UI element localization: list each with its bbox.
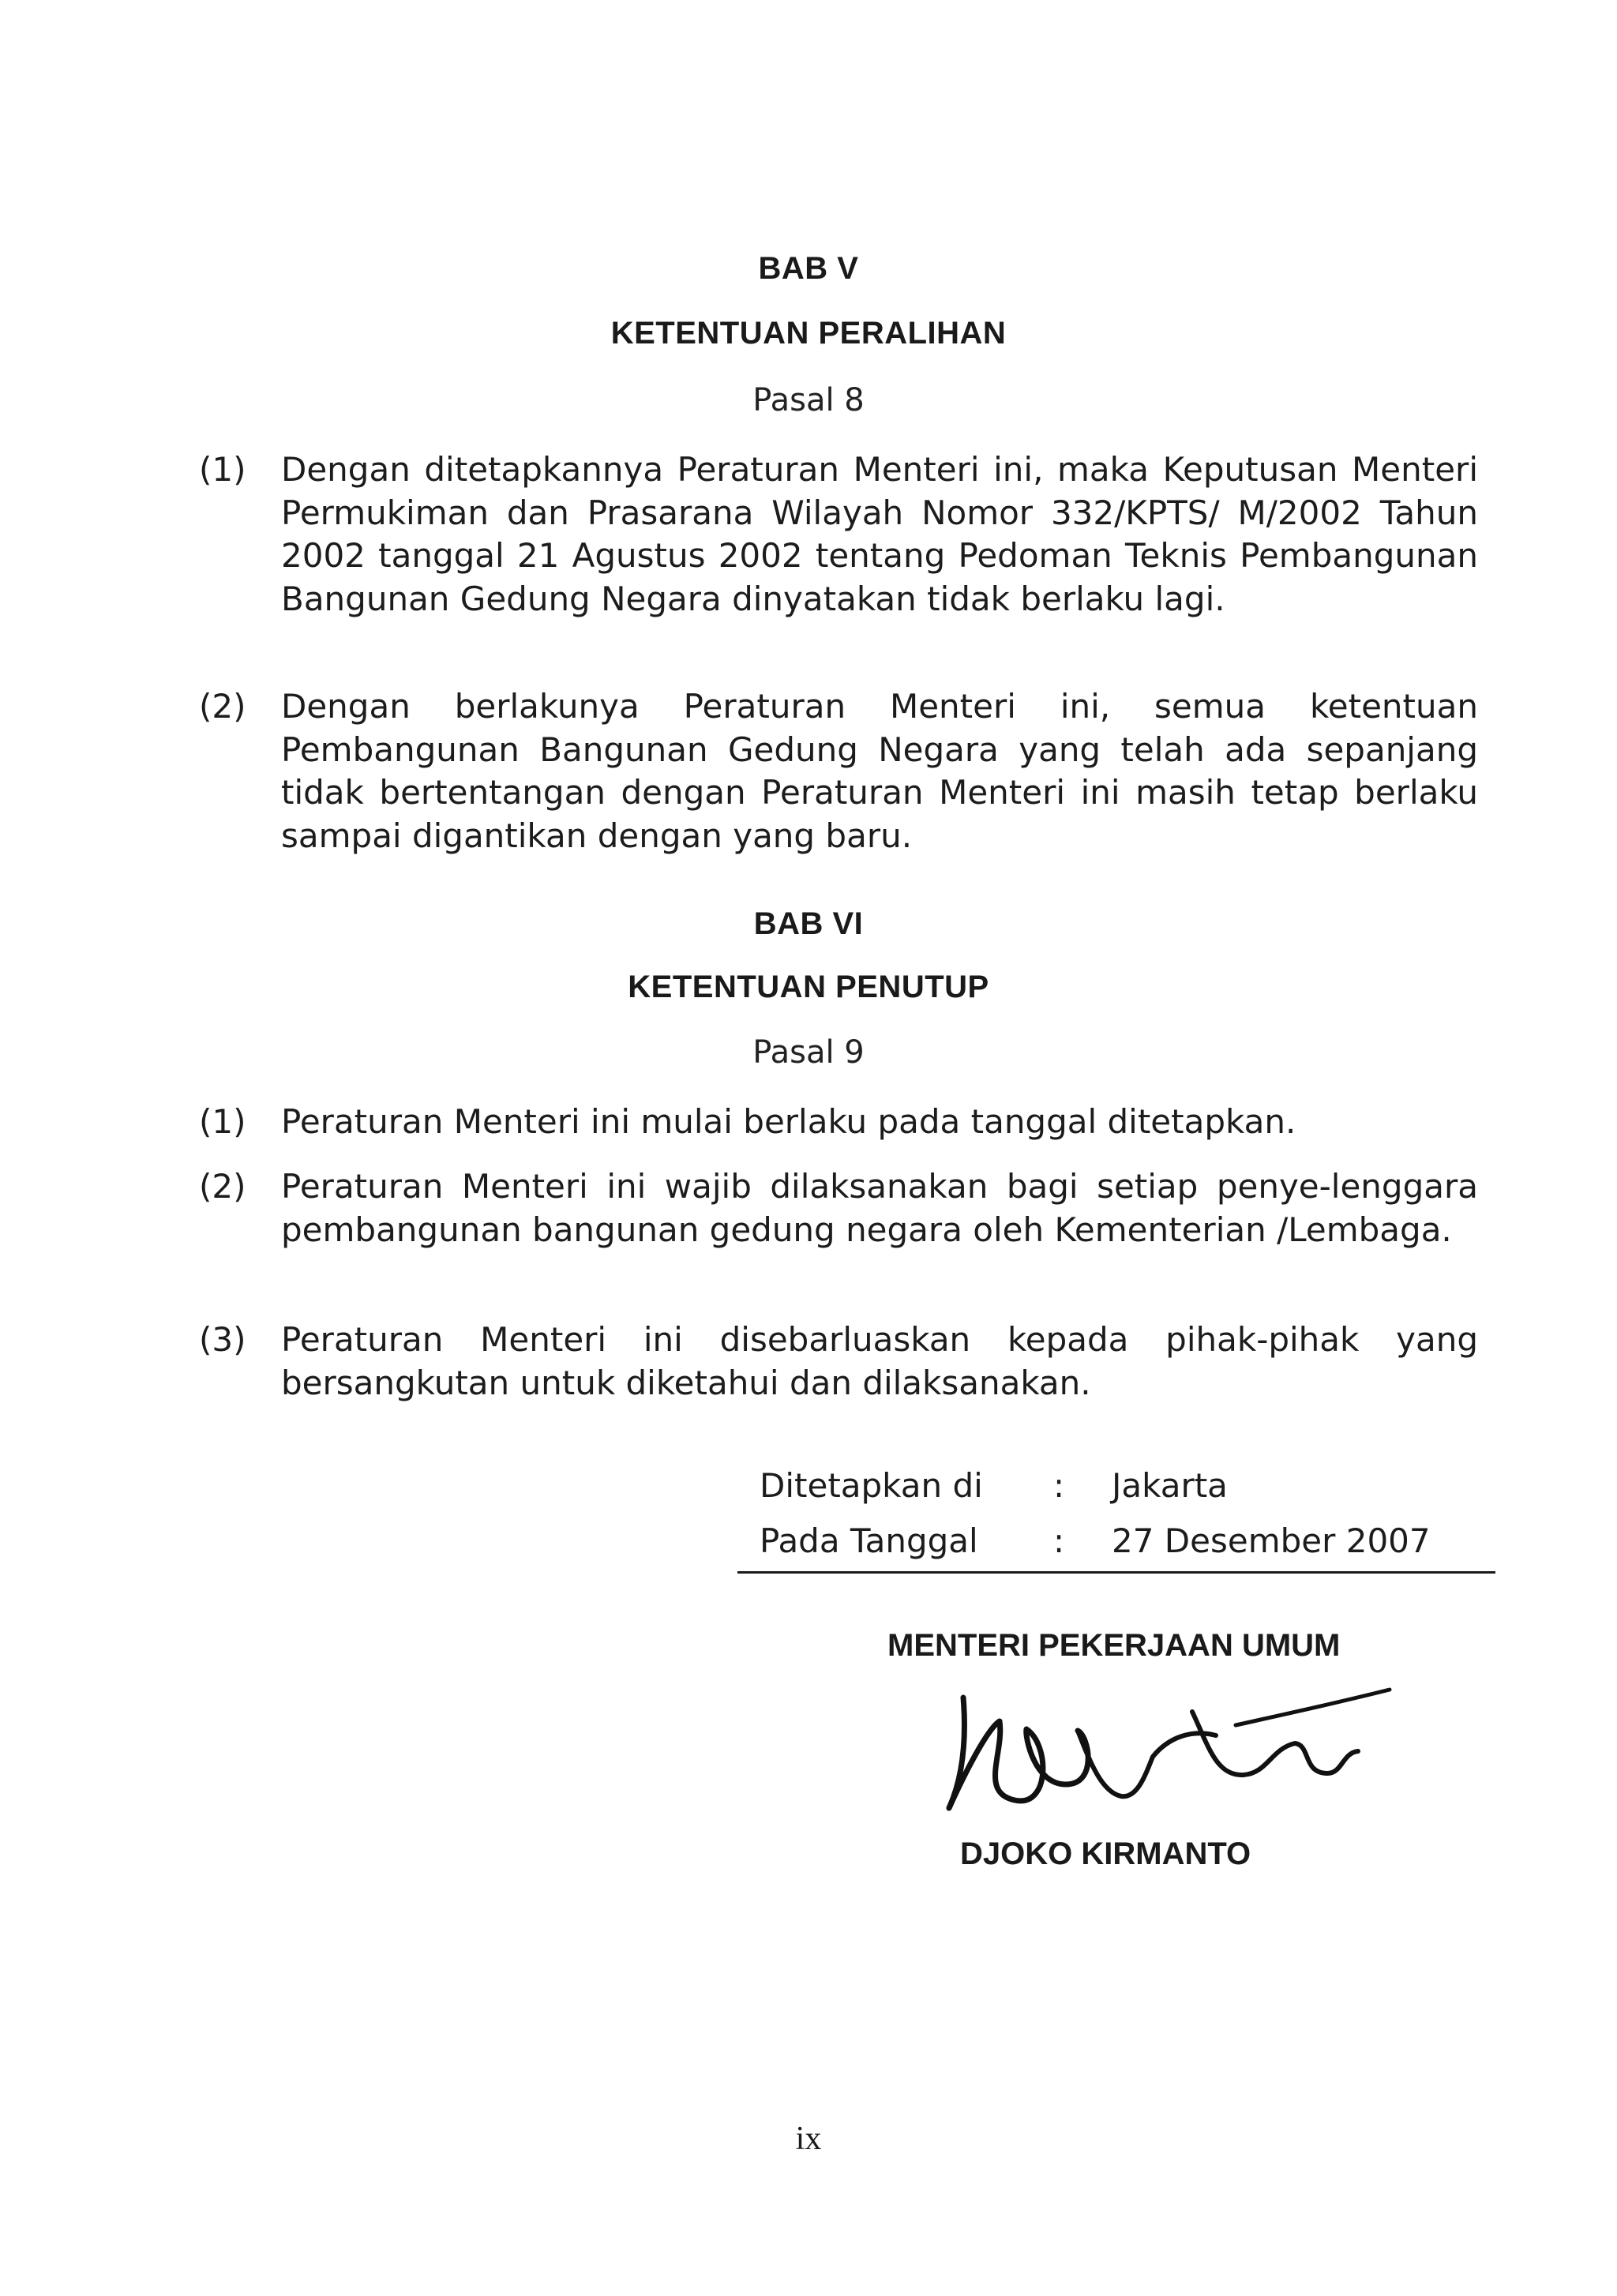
clause-text: Peraturan Menteri ini wajib dilaksanakan bagi setiap penye-lenggara pembangunan bangunan gedung negara oleh Kementerian /Lembaga. [281, 1167, 1478, 1249]
clause-text: Peraturan Menteri ini disebarluaskan kepada pihak-pihak yang bersangkutan untuk diketahui dan dilaksanakan. [281, 1320, 1478, 1402]
handwritten-signature [932, 1682, 1405, 1824]
clause-number: (1) [199, 1102, 246, 1141]
signatory-title: MENTERI PEKERJAAN UMUM [887, 1628, 1341, 1663]
enactment-date-label: Pada Tanggal [760, 1521, 978, 1560]
page-number: ix [795, 2121, 822, 2157]
clause-number: (2) [199, 687, 246, 726]
enactment-place-value: Jakarta [1112, 1466, 1228, 1505]
clause-number: (1) [199, 450, 246, 489]
article-heading: Pasal 9 [752, 1034, 865, 1071]
clause [199, 1101, 1478, 1144]
clause [199, 448, 1478, 621]
chapter-subtitle: KETENTUAN PENUTUP [628, 970, 989, 1004]
clause-text: Peraturan Menteri ini mulai berlaku pada tanggal ditetapkan. [281, 1102, 1296, 1141]
enactment-place-label: Ditetapkan di [760, 1466, 983, 1505]
clause-text: Dengan berlakunya Peraturan Menteri ini, semua ketentuan Pembangunan Bangunan Gedung Negara yang telah ada sepanjang tidak bertentangan dengan Peraturan Menteri ini masih tetap berlaku sampai digantikan dengan yang baru. [281, 687, 1478, 855]
clause-text: Dengan ditetapkannya Peraturan Menteri ini, maka Keputusan Menteri Permukiman dan Prasarana Wilayah Nomor 332/KPTS/ M/2002 Tahun 2002 tanggal 21 Agustus 2002 tentang Pedoman Teknis Pembangunan Bangunan Gedung Negara dinyatakan tidak berlaku lagi. [281, 450, 1478, 618]
enactment-date-colon: : [1053, 1521, 1065, 1560]
enactment-date-value: 27 Desember 2007 [1112, 1521, 1431, 1560]
enactment-place-colon: : [1053, 1466, 1065, 1505]
clause-number: (2) [199, 1167, 246, 1206]
article-heading: Pasal 8 [752, 382, 865, 418]
chapter-subtitle: KETENTUAN PERALIHAN [610, 316, 1007, 351]
chapter-title: BAB V [758, 251, 859, 286]
divider-line [737, 1571, 1495, 1574]
clause [199, 685, 1478, 857]
clause [199, 1319, 1478, 1405]
clause-number: (3) [199, 1320, 246, 1359]
clause [199, 1165, 1478, 1251]
chapter-title: BAB VI [753, 906, 864, 941]
signatory-name: DJOKO KIRMANTO [960, 1836, 1251, 1871]
